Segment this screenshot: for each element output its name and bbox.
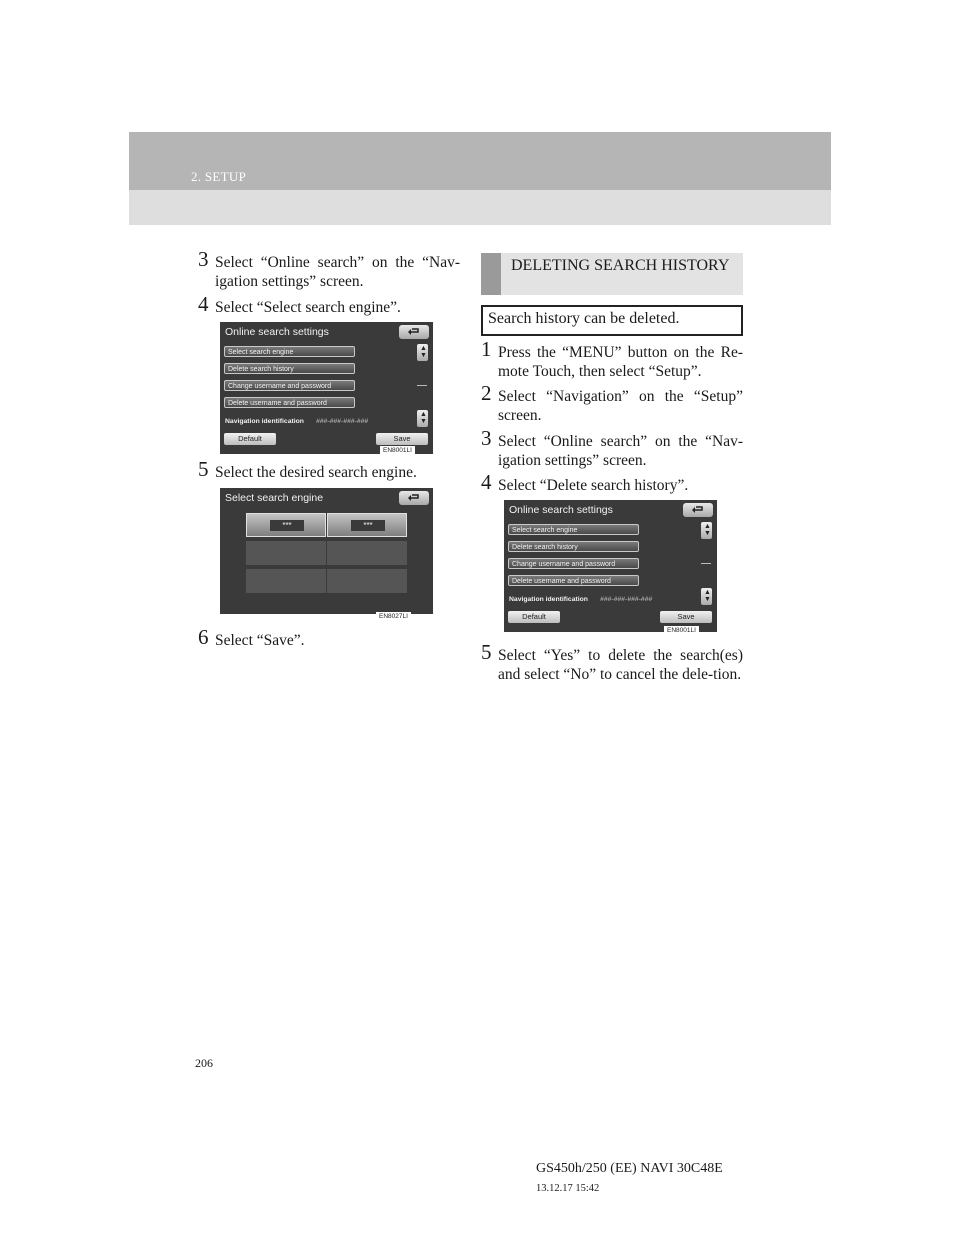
search-engine-option-2[interactable] [327, 513, 407, 537]
right-step-1: 1 Press the “MENU” button on the Re-mote Touch, then select “Setup”. [481, 337, 743, 380]
back-arrow-icon [407, 493, 421, 503]
section-header: 2. SETUP [191, 169, 247, 184]
left-step-5: 5 Select the desired search engine. [198, 457, 417, 481]
left-step-4: 4 Select “Select search engine”. [198, 292, 401, 316]
default-button[interactable]: Default [508, 611, 560, 623]
scroll-up-icon: ▲ ▼ [704, 523, 711, 537]
scroll-up-button[interactable] [701, 522, 712, 539]
figure-code: EN8027LI [376, 612, 411, 621]
section-note: Search history can be deleted. [481, 305, 743, 336]
save-button[interactable]: Save [660, 611, 712, 623]
search-engine-slot [246, 541, 326, 565]
back-button[interactable] [399, 491, 429, 505]
back-button[interactable] [683, 503, 713, 517]
screen-title: Online search settings [509, 504, 613, 516]
back-arrow-icon [407, 327, 421, 337]
navigation-identification-value: ###-###-###-### [316, 418, 369, 425]
left-step-6: 6 Select “Save”. [198, 625, 305, 649]
search-engine-slot [327, 541, 407, 565]
select-engine-screen [220, 488, 433, 614]
scroll-position-mark [701, 563, 711, 564]
document-model: GS450h/250 (EE) NAVI 30C48E [536, 1161, 723, 1176]
right-step-5: 5 Select “Yes” to delete the search(es) and select “No” to cancel the dele-tion. [481, 640, 743, 683]
screen-title: Online search settings [225, 326, 329, 338]
search-engine-slot [327, 569, 407, 593]
scroll-up-icon: ▲ ▼ [420, 345, 427, 359]
document-datetime: 13.12.17 15:42 [536, 1183, 600, 1194]
delete-search-history-button[interactable]: Delete search history [224, 363, 355, 374]
right-step-3: 3 Select “Online search” on the “Nav-igation settings” screen. [481, 426, 743, 469]
section-heading: DELETING SEARCH HISTORY [481, 253, 743, 295]
delete-search-history-button[interactable]: Delete search history [508, 541, 639, 552]
scroll-position-mark [417, 385, 427, 386]
page-number: 206 [195, 1056, 213, 1070]
right-step-2: 2 Select “Navigation” on the “Setup” screen. [481, 381, 743, 424]
navigation-identification-label: Navigation identification [225, 418, 304, 425]
scroll-down-icon: ▲ ▼ [420, 411, 427, 425]
default-button[interactable]: Default [224, 433, 276, 445]
select-search-engine-button[interactable]: Select search engine [508, 524, 639, 535]
delete-username-button[interactable]: Delete username and password [224, 397, 355, 408]
navigation-identification-label: Navigation identification [509, 596, 588, 603]
figure-code: EN8001LI [380, 446, 415, 455]
back-button[interactable] [399, 325, 429, 339]
scroll-down-icon: ▲ ▼ [704, 589, 711, 603]
change-username-button[interactable]: Change username and password [224, 380, 355, 391]
screen-title: Select search engine [225, 492, 324, 504]
online-search-screen [220, 322, 433, 454]
section-heading-bar [481, 253, 501, 295]
save-button[interactable]: Save [376, 433, 428, 445]
engine-name: *** [270, 520, 304, 531]
right-step-4: 4 Select “Delete search history”. [481, 470, 689, 494]
figure-code: EN8001LI [664, 626, 699, 635]
scroll-down-button[interactable] [701, 588, 712, 605]
search-engine-slot [246, 569, 326, 593]
select-search-engine-button[interactable]: Select search engine [224, 346, 355, 357]
scroll-down-button[interactable] [417, 410, 428, 427]
left-step-3: 3 Select “Online search” on the “Nav-igation settings” screen. [198, 247, 460, 290]
header-subband [129, 190, 831, 225]
online-search-screen-2 [504, 500, 717, 632]
navigation-identification-value: ###-###-###-### [600, 596, 653, 603]
engine-name: *** [351, 520, 385, 531]
delete-username-button[interactable]: Delete username and password [508, 575, 639, 586]
search-engine-option-1[interactable] [246, 513, 326, 537]
change-username-button[interactable]: Change username and password [508, 558, 639, 569]
back-arrow-icon [691, 505, 705, 515]
scroll-up-button[interactable] [417, 344, 428, 361]
